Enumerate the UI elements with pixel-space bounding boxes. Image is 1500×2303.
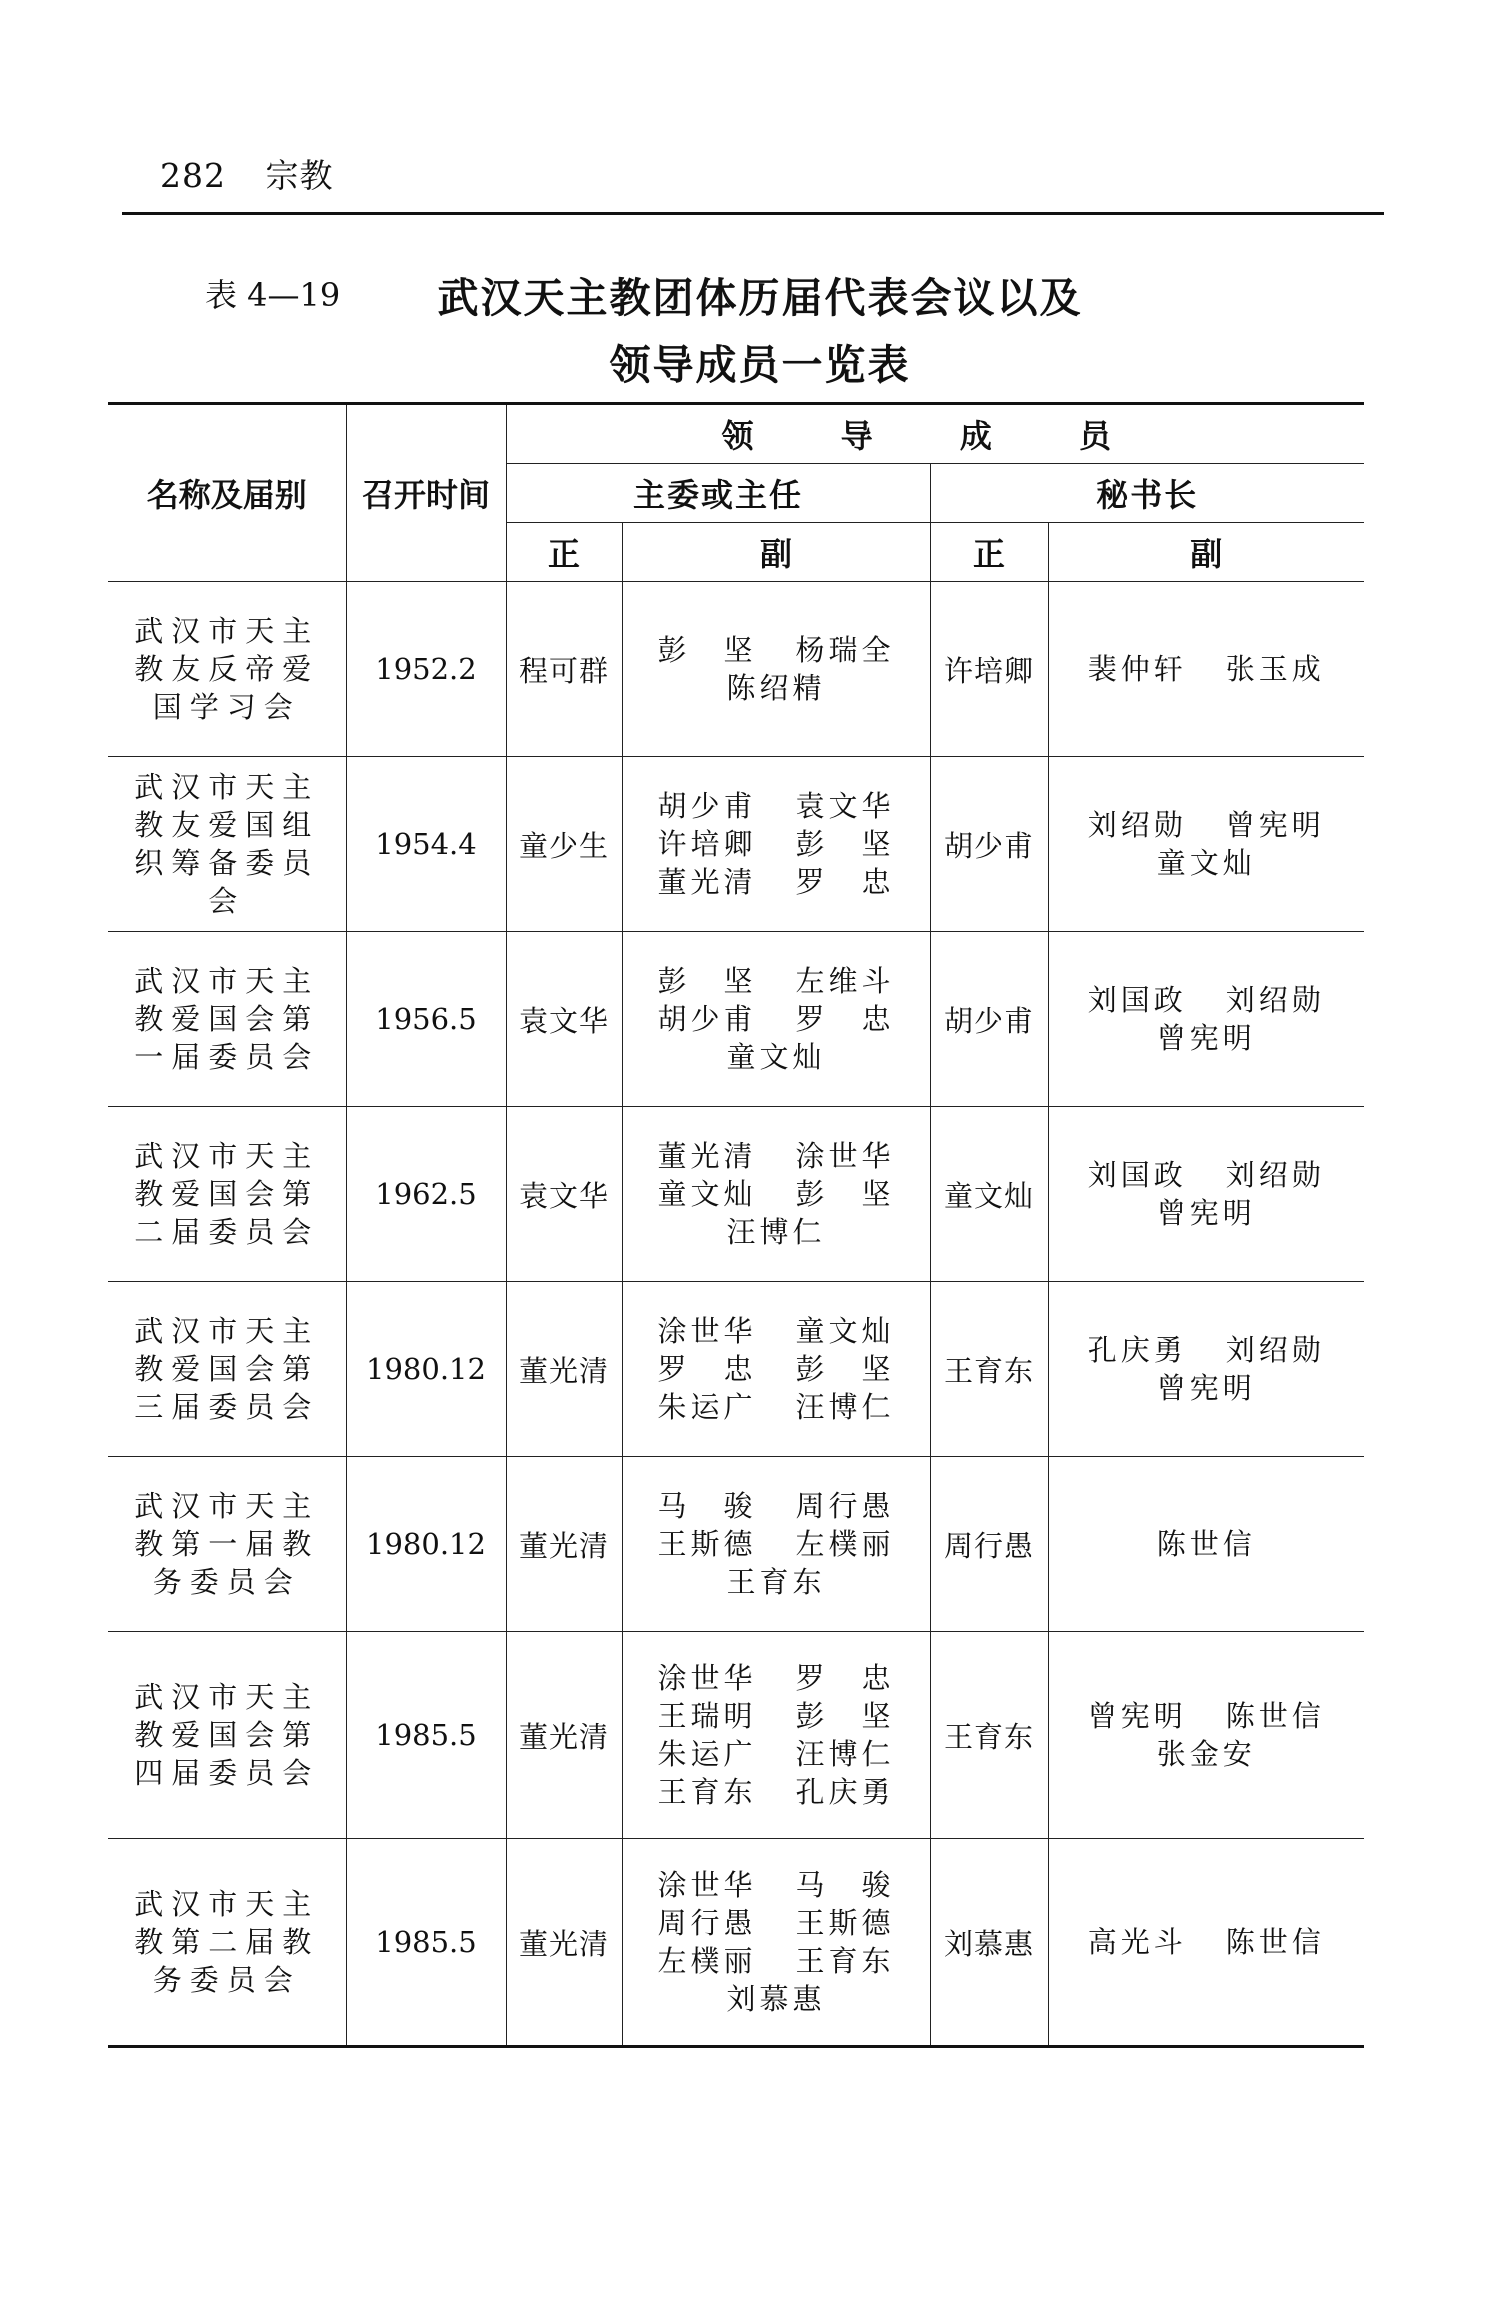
vice-chair-name: 王育东 — [795, 1944, 895, 1978]
table-row — [108, 1107, 1364, 1282]
vice-chair-name: 马 骏 — [657, 1489, 757, 1523]
cell-date: 1980.12 — [346, 1282, 506, 1457]
vice-secretary-name: 高光斗 — [1087, 1925, 1187, 1959]
name-line: 武汉市天主 — [134, 770, 320, 804]
name-line: 教友反帝爱 — [134, 652, 320, 686]
table-title-line2: 领导成员一览表 — [609, 341, 911, 389]
vice-chair-name: 左维斗 — [795, 964, 895, 998]
table-row — [108, 1282, 1364, 1457]
cell-name — [108, 1107, 346, 1282]
cell-name — [108, 1839, 346, 2047]
vice-chair-name: 王瑞明 — [657, 1699, 757, 1733]
cell-vice-chairs — [622, 932, 930, 1107]
vice-chair-name: 杨瑞全 — [795, 633, 895, 667]
page-number: 282 — [160, 156, 226, 195]
name-line: 教爱国会第 — [134, 1718, 320, 1752]
vice-secretary-name: 裴仲轩 — [1087, 652, 1187, 686]
leaders-table — [108, 402, 1364, 2048]
name-line: 会 — [208, 884, 246, 918]
name-line: 武汉市天主 — [134, 1680, 320, 1714]
vice-chair-name: 马 骏 — [795, 1868, 895, 1902]
vice-chair-name: 彭 坚 — [657, 964, 757, 998]
cell-date: 1954.4 — [346, 757, 506, 932]
table-row — [108, 1839, 1364, 2047]
header-chair-group: 主委或主任 — [506, 464, 930, 523]
vice-chair-name: 陈绍精 — [726, 671, 826, 705]
cell-secretary: 王育东 — [930, 1632, 1048, 1839]
vice-chair-name: 彭 坚 — [795, 1699, 895, 1733]
vice-secretary-name: 陈世信 — [1225, 1925, 1325, 1959]
vice-chair-name: 王斯德 — [795, 1906, 895, 1940]
vice-secretary-name: 曾宪明 — [1087, 1699, 1187, 1733]
name-line: 教友爱国组 — [134, 808, 320, 842]
header-chair-zheng: 正 — [506, 523, 622, 582]
name-line: 二届委员会 — [134, 1215, 320, 1249]
vice-chair-name: 涂世华 — [657, 1661, 757, 1695]
vice-chair-name: 汪博仁 — [726, 1215, 826, 1249]
name-line: 教爱国会第 — [134, 1352, 320, 1386]
vice-chair-name: 王育东 — [657, 1775, 757, 1809]
vice-chair-name: 汪博仁 — [795, 1390, 895, 1424]
cell-chair: 程可群 — [506, 582, 622, 757]
name-line: 武汉市天主 — [134, 1139, 320, 1173]
table-row — [108, 582, 1364, 757]
cell-vice-secretaries — [1048, 1107, 1364, 1282]
vice-chair-name: 朱运广 — [657, 1390, 757, 1424]
vice-chair-name: 涂世华 — [657, 1314, 757, 1348]
header-chair-fu: 副 — [622, 523, 930, 582]
section-title: 宗教 — [265, 156, 334, 195]
cell-secretary: 童文灿 — [930, 1107, 1048, 1282]
table-row — [108, 932, 1364, 1107]
cell-chair: 袁文华 — [506, 932, 622, 1107]
vice-chair-name: 胡少甫 — [657, 1002, 757, 1036]
cell-chair: 童少生 — [506, 757, 622, 932]
cell-date: 1952.2 — [346, 582, 506, 757]
vice-chair-name: 左樸丽 — [657, 1944, 757, 1978]
vice-chair-name: 彭 坚 — [795, 1352, 895, 1386]
cell-vice-chairs — [622, 757, 930, 932]
vice-chair-name: 彭 坚 — [795, 1177, 895, 1211]
cell-vice-chairs — [622, 1107, 930, 1282]
cell-name — [108, 1282, 346, 1457]
name-line: 教第一届教 — [134, 1527, 320, 1561]
cell-secretary: 许培卿 — [930, 582, 1048, 757]
vice-chair-name: 董光清 — [657, 1139, 757, 1173]
vice-chair-name: 罗 忠 — [795, 1002, 895, 1036]
table-row — [108, 1457, 1364, 1632]
vice-secretary-name: 刘绍勋 — [1225, 1158, 1325, 1192]
vice-secretary-name: 刘绍勋 — [1225, 1333, 1325, 1367]
cell-date: 1985.5 — [346, 1839, 506, 2047]
vice-chair-name: 孔庆勇 — [795, 1775, 895, 1809]
vice-secretary-name: 曾宪明 — [1156, 1021, 1256, 1055]
table-body — [108, 582, 1364, 2047]
cell-name — [108, 932, 346, 1107]
running-head — [160, 150, 334, 197]
name-line: 一届委员会 — [134, 1040, 320, 1074]
vice-secretary-name: 陈世信 — [1156, 1527, 1256, 1561]
header-rule — [122, 212, 1384, 215]
vice-secretary-name: 刘绍勋 — [1225, 983, 1325, 1017]
header-leaders: 领 导 成 员 — [506, 404, 1364, 464]
header-secretary-fu: 副 — [1048, 523, 1364, 582]
vice-secretary-name: 刘国政 — [1087, 1158, 1187, 1192]
vice-chair-name: 周行愚 — [657, 1906, 757, 1940]
vice-secretary-name: 刘国政 — [1087, 983, 1187, 1017]
vice-chair-name: 涂世华 — [657, 1868, 757, 1902]
table-row — [108, 757, 1364, 932]
vice-chair-name: 朱运广 — [657, 1737, 757, 1771]
vice-chair-name: 彭 坚 — [657, 633, 757, 667]
name-line: 教第二届教 — [134, 1925, 320, 1959]
vice-chair-name: 袁文华 — [795, 789, 895, 823]
cell-vice-chairs — [622, 1457, 930, 1632]
cell-chair: 董光清 — [506, 1457, 622, 1632]
cell-vice-secretaries — [1048, 932, 1364, 1107]
name-line: 织筹备委员 — [134, 846, 320, 880]
name-line: 武汉市天主 — [134, 964, 320, 998]
cell-vice-secretaries — [1048, 1839, 1364, 2047]
vice-secretary-name: 曾宪明 — [1225, 808, 1325, 842]
header-name: 名称及届别 — [108, 404, 346, 582]
cell-vice-chairs — [622, 1632, 930, 1839]
cell-secretary: 胡少甫 — [930, 932, 1048, 1107]
name-line: 武汉市天主 — [134, 1887, 320, 1921]
name-line: 教爱国会第 — [134, 1002, 320, 1036]
cell-chair: 董光清 — [506, 1839, 622, 2047]
vice-chair-name: 童文灿 — [726, 1040, 826, 1074]
vice-chair-name: 王斯德 — [657, 1527, 757, 1561]
vice-secretary-name: 曾宪明 — [1156, 1371, 1256, 1405]
cell-chair: 董光清 — [506, 1282, 622, 1457]
cell-date: 1980.12 — [346, 1457, 506, 1632]
vice-secretary-name: 刘绍勋 — [1087, 808, 1187, 842]
name-line: 武汉市天主 — [134, 1314, 320, 1348]
cell-vice-chairs — [622, 1839, 930, 2047]
vice-chair-name: 童文灿 — [657, 1177, 757, 1211]
cell-name — [108, 757, 346, 932]
cell-vice-chairs — [622, 1282, 930, 1457]
vice-chair-name: 刘慕惠 — [726, 1982, 826, 2016]
cell-vice-secretaries — [1048, 757, 1364, 932]
vice-chair-name: 童文灿 — [795, 1314, 895, 1348]
name-line: 三届委员会 — [134, 1390, 320, 1424]
header-secretary-group: 秘书长 — [930, 464, 1364, 523]
name-line: 教爱国会第 — [134, 1177, 320, 1211]
cell-name — [108, 582, 346, 757]
cell-vice-chairs — [622, 582, 930, 757]
name-line: 武汉市天主 — [134, 1489, 320, 1523]
name-line: 四届委员会 — [134, 1756, 320, 1790]
cell-secretary: 周行愚 — [930, 1457, 1048, 1632]
vice-chair-name: 许培卿 — [657, 827, 757, 861]
vice-chair-name: 彭 坚 — [795, 827, 895, 861]
vice-secretary-name: 孔庆勇 — [1087, 1333, 1187, 1367]
vice-chair-name: 汪博仁 — [795, 1737, 895, 1771]
cell-chair: 董光清 — [506, 1632, 622, 1839]
cell-chair: 袁文华 — [506, 1107, 622, 1282]
cell-name — [108, 1457, 346, 1632]
name-line: 武汉市天主 — [134, 614, 320, 648]
table-label: 表 4—19 — [205, 276, 341, 314]
name-line: 务委员会 — [152, 1565, 301, 1599]
cell-secretary: 刘慕惠 — [930, 1839, 1048, 2047]
cell-vice-secretaries — [1048, 582, 1364, 757]
cell-vice-secretaries — [1048, 1632, 1364, 1839]
vice-secretary-name: 张金安 — [1156, 1737, 1256, 1771]
cell-date: 1962.5 — [346, 1107, 506, 1282]
cell-date: 1985.5 — [346, 1632, 506, 1839]
table-row — [108, 1632, 1364, 1839]
vice-secretary-name: 曾宪明 — [1156, 1196, 1256, 1230]
vice-chair-name: 罗 忠 — [795, 865, 895, 899]
cell-vice-secretaries — [1048, 1282, 1364, 1457]
vice-secretary-name: 童文灿 — [1156, 846, 1256, 880]
vice-chair-name: 周行愚 — [795, 1489, 895, 1523]
vice-chair-name: 左樸丽 — [795, 1527, 895, 1561]
cell-vice-secretaries — [1048, 1457, 1364, 1632]
cell-name — [108, 1632, 346, 1839]
name-line: 国学习会 — [152, 690, 301, 724]
vice-chair-name: 胡少甫 — [657, 789, 757, 823]
name-line: 务委员会 — [152, 1963, 301, 1997]
vice-chair-name: 董光清 — [657, 865, 757, 899]
cell-secretary: 胡少甫 — [930, 757, 1048, 932]
header-secretary-zheng: 正 — [930, 523, 1048, 582]
cell-date: 1956.5 — [346, 932, 506, 1107]
cell-secretary: 王育东 — [930, 1282, 1048, 1457]
vice-chair-name: 涂世华 — [795, 1139, 895, 1173]
table-title-line1: 武汉天主教团体历届代表会议以及 — [437, 274, 1083, 322]
vice-chair-name: 罗 忠 — [795, 1661, 895, 1695]
vice-secretary-name: 张玉成 — [1225, 652, 1325, 686]
vice-secretary-name: 陈世信 — [1225, 1699, 1325, 1733]
header-date: 召开时间 — [346, 404, 506, 582]
vice-chair-name: 罗 忠 — [657, 1352, 757, 1386]
vice-chair-name: 王育东 — [726, 1565, 826, 1599]
